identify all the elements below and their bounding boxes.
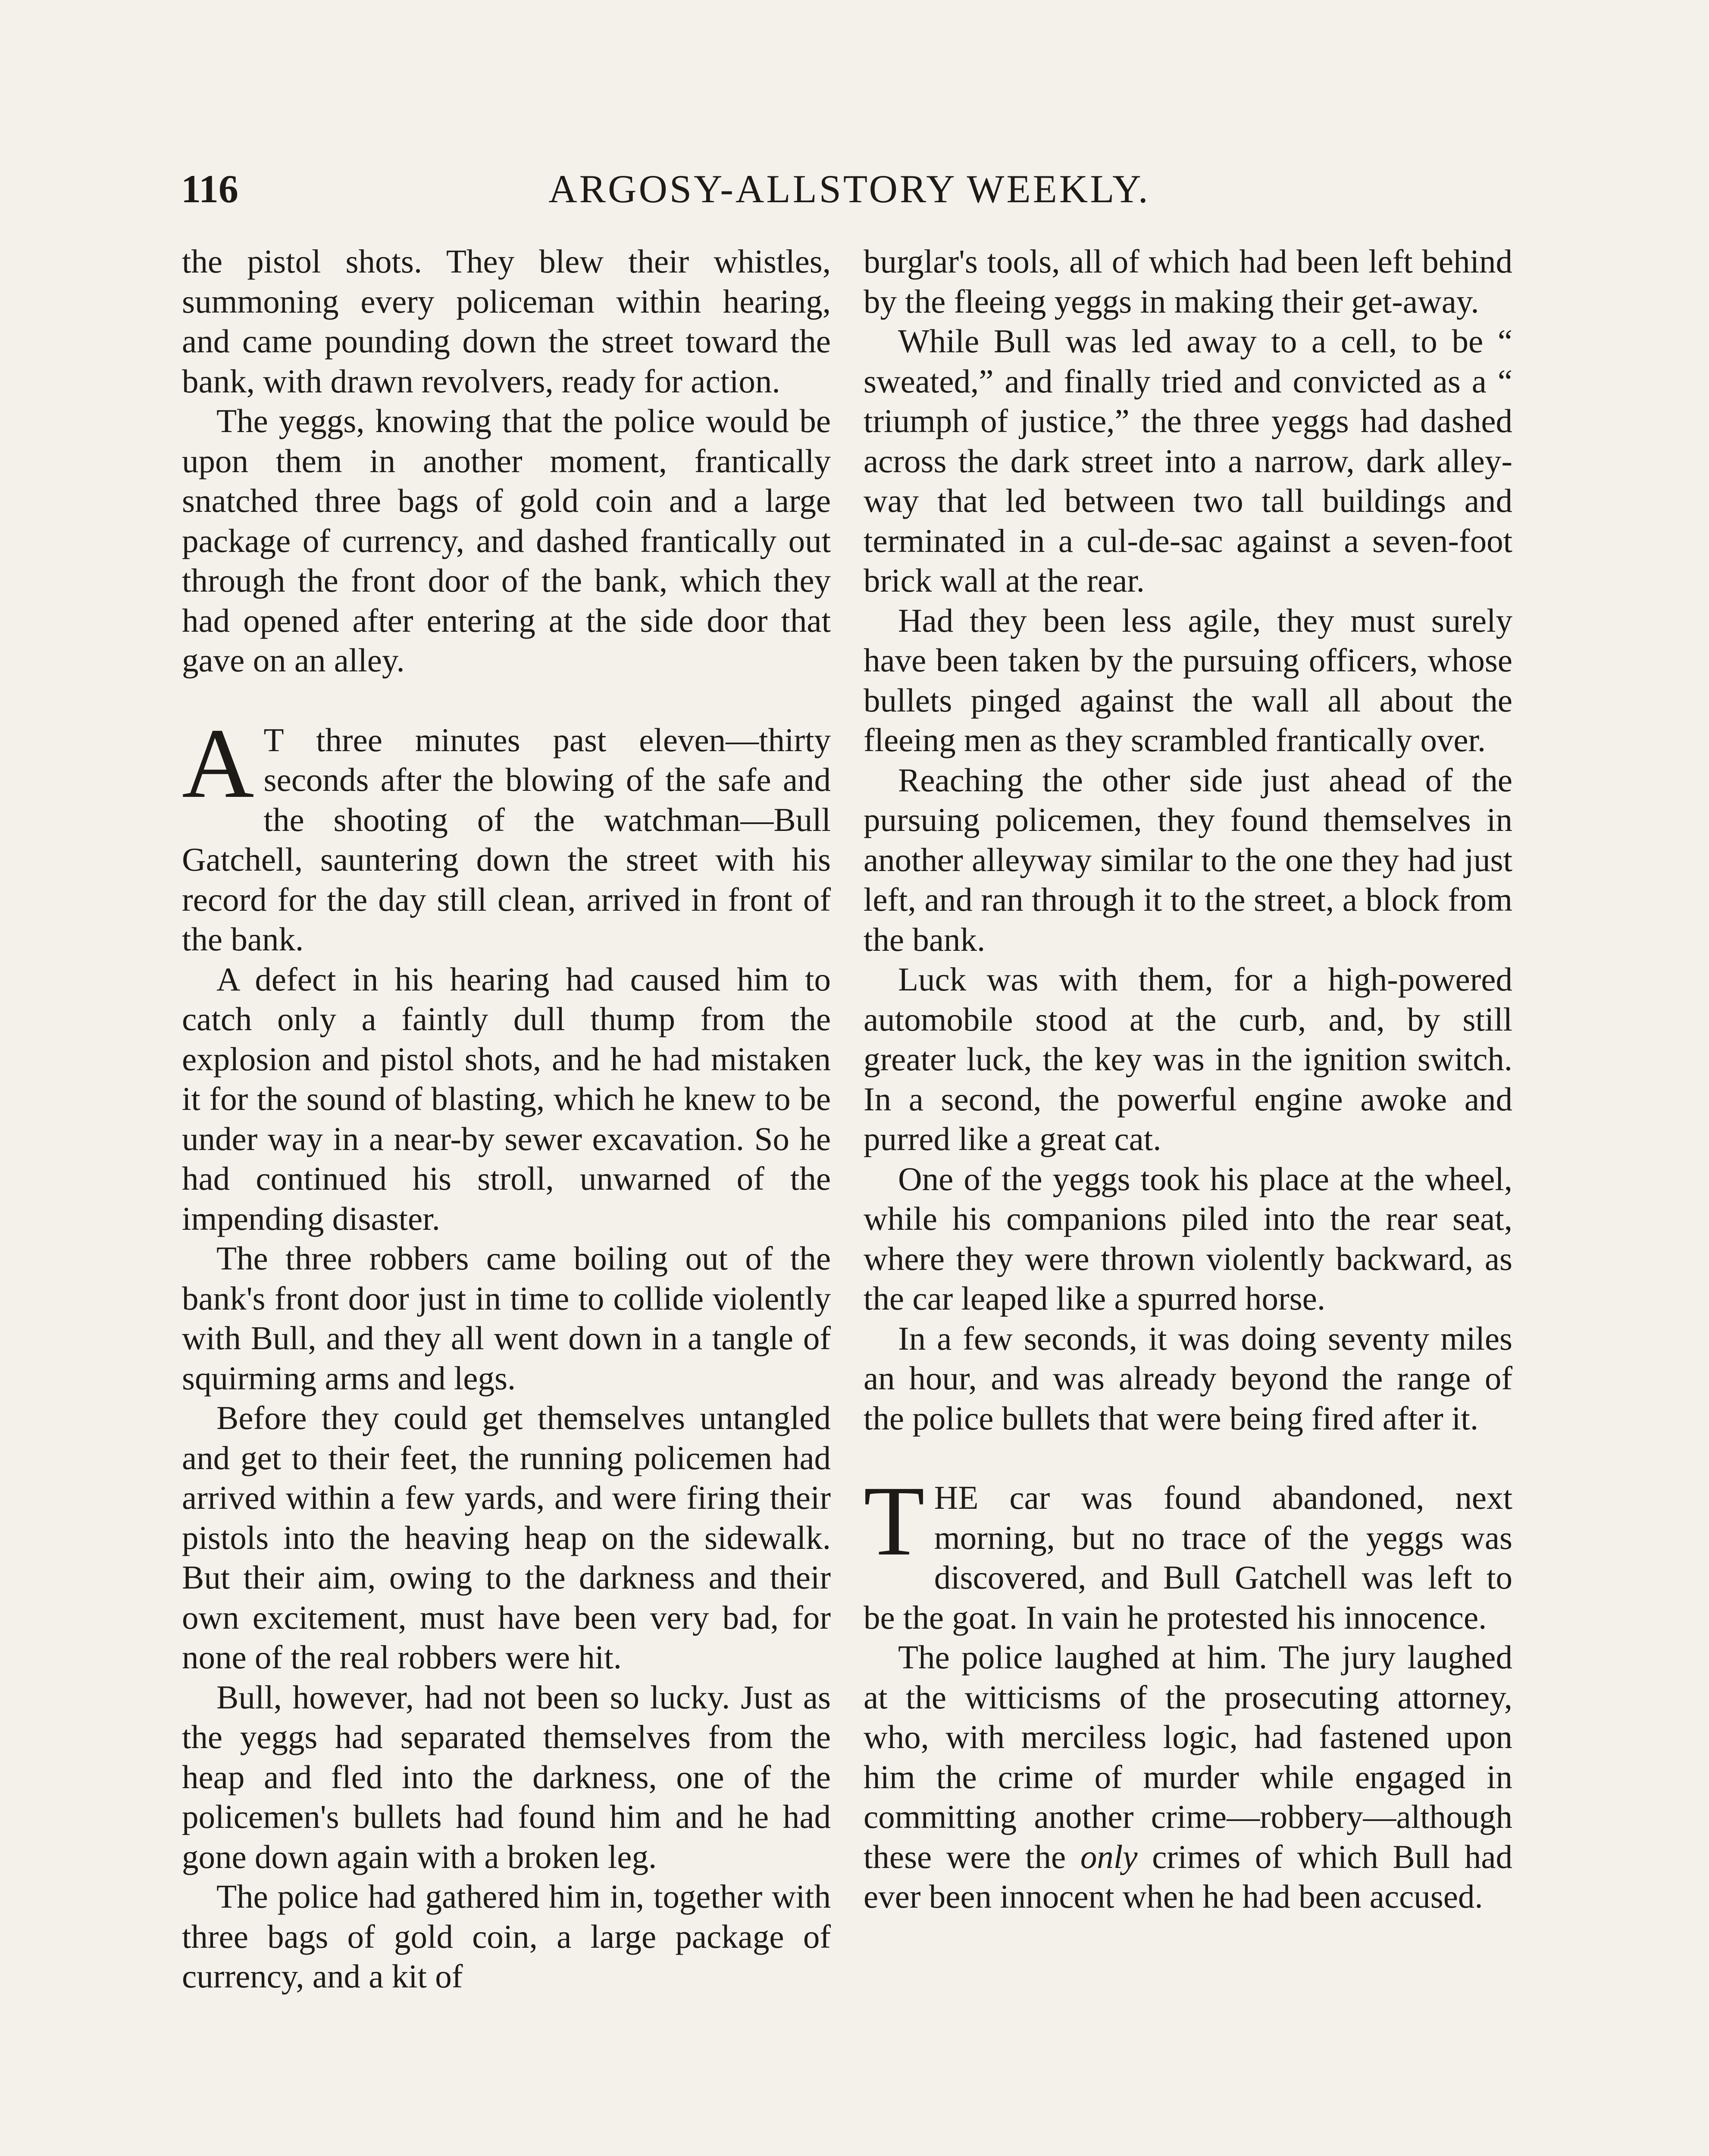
paragraph: Reaching the other side just ahead of the pursuing policemen, they found themselves in another alleyway similar to the one they had just left, and ran through it to the street, a block from the bank.	[864, 761, 1512, 958]
paragraph: A defect in his hearing had caused him to catch only a faintly dull thump from the explosion and pistol shots, and he had mistaken it for the sound of blasting, which he knew to be under way in a near-by sewer excavation. So he had continued his stroll, unwarned of the impending disaster.	[182, 960, 831, 1237]
emphasis-text: only	[1080, 1838, 1138, 1875]
paragraph: burglar's tools, all of which had been left behind by the fleeing yeggs in making their get-away.	[864, 243, 1512, 320]
paragraph-text: The police laughed at him. The jury laughed at the witticisms of the prosecuting attorney, who, with merciless logic, had fastened upon him the crime of murder while engaged in committing another crime—robbery—although these were the	[864, 1639, 1512, 1875]
paragraph: Before they could get themselves untangled and get to their feet, the running policemen had arrived within a few yards, and were firing their pistols into the heaving heap on the sidewalk. But their aim, owing to the darkness and their own excitement, must have been very bad, for none of the real robbers were hit.	[182, 1399, 831, 1676]
drop-cap: A	[182, 708, 254, 819]
paragraph-text: HE car was found abandoned, next morning, but no trace of the yeggs was discovered, and Bull Gatchell was left to be the goat. In vain he protested his innocence.	[864, 1479, 1512, 1636]
paragraph: The yeggs, knowing that the police would be upon them in another moment, frantically snatched three bags of gold coin and a large package of currency, and dashed frantically out through the front door of the bank, which they had opened after entering at the side door that gave on an alley.	[182, 402, 831, 679]
paragraph: Luck was with them, for a high-powered automobile stood at the curb, and, by still greater luck, the key was in the ignition switch. In a second, the powerful engine awoke and purred like a great cat.	[864, 961, 1512, 1157]
paragraph: In a few seconds, it was doing seventy miles an hour, and was already beyond the range of the police bullets that were being fired after it.	[864, 1319, 1512, 1437]
page-header	[181, 166, 1518, 226]
right-column	[864, 241, 1512, 1917]
page-number: 116	[181, 167, 238, 211]
paragraph: Bull, however, had not been so lucky. Just as the yeggs had separated themselves from the heap and fled into the darkness, one of the policemen's bullets had found him and he had gone down again with a broken leg.	[182, 1678, 831, 1875]
paragraph-text: crimes of which Bull had ever been innocent when he had been accused.	[864, 1838, 1513, 1915]
paragraph: The three robbers came boiling out of the bank's front door just in time to collide violently with Bull, and they all went down in a tangle of squirming arms and legs.	[182, 1240, 831, 1397]
paragraph: Had they been less agile, they must surely have been taken by the pursuing officers, whose bullets pinged against the wall all about the fleeing men as they scrambled frantically over.	[864, 602, 1512, 758]
paragraph: While Bull was led away to a cell, to be “ sweated,” and finally tried and convicted as a “ triumph of justice,” the three yeggs had dashed across the dark street into a narrow, dark alleyway that led between two tall buildings and terminated in a cul-de-sac against a seven-foot brick wall at the rear.	[864, 323, 1512, 599]
left-column	[182, 241, 831, 1996]
paragraph-text: T three minutes past eleven—thirty seconds after the blowing of the safe and the shooting of the watchman—Bull Gatchell, sauntering down the street with his record for the day still clean, arrived in front of the bank.	[182, 721, 831, 958]
paragraph: The police had gathered him in, together with three bags of gold coin, a large package of currency, and a kit of	[182, 1878, 831, 1995]
section-start-paragraph	[864, 1466, 1512, 1637]
section-start-paragraph	[182, 708, 831, 959]
drop-cap: T	[864, 1466, 925, 1576]
paragraph: One of the yeggs took his place at the wheel, while his companions piled into the rear seat, where they were thrown violently backward, as the car leaped like a spurred horse.	[864, 1160, 1512, 1317]
running-head: ARGOSY-ALLSTORY WEEKLY.	[548, 167, 1150, 211]
paragraph: the pistol shots. They blew their whistles, summoning every policeman within hearing, and came pounding down the street toward the bank, with drawn revolvers, ready for action.	[182, 243, 831, 400]
paragraph	[864, 1637, 1512, 1917]
